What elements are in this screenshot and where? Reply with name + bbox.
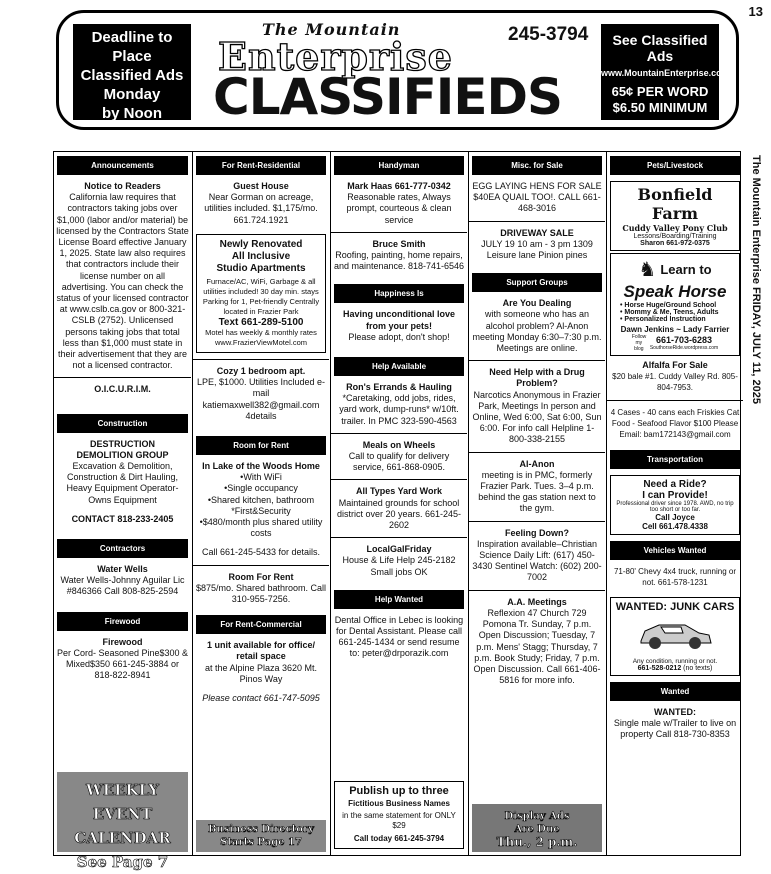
ad-body: Single male w/Trailer to live on property Call 818-730-8353 (613, 717, 737, 740)
section-header: Help Wanted (334, 590, 464, 609)
ad-body: $20 bale #1. Cuddy Valley Rd. 805-804-7953. (612, 372, 738, 393)
ad-body: LPE, $1000. Utilities Included e-mail katiemaxwell382@gmail.com 4details (196, 377, 326, 421)
ad-body: $875/mo. Shared bathroom. Call 310-955-7256. (195, 582, 327, 605)
ad-title: Meals on Wheels (362, 439, 436, 450)
section-header: Transportation (610, 450, 740, 469)
business-directory-banner[interactable]: Business Directory Starts Page 17 (196, 820, 326, 852)
column-4 (468, 152, 605, 855)
ad-contact: Call 661-245-5433 for details. (201, 547, 321, 558)
masthead-phone: 245-3794 (508, 24, 589, 45)
ad-title: Firewood (102, 636, 143, 647)
ad-body: Near Gorman on acreage, utilities included. $1,175/mo. 661.724.1921 (204, 192, 318, 225)
ad-body: Please adopt, don't shop! (348, 331, 450, 342)
ad-title: Having unconditional love from your pets! (342, 309, 455, 331)
rates-box (601, 24, 730, 120)
ad-title: Alfalfa For Sale (642, 360, 708, 370)
studio-apartments-ad: Newly Renovated All Inclusive Studio Apartments Furnace/AC, WiFi, Garbage & all utilities included! 30 day min. stays Parking for 1, Pet-friendly Centrally located in Frazier Park Text 661-289-5100 Motel has weekly & monthly rates www.FrazierViewMotel.com (196, 234, 326, 353)
ad-body: JULY 19 10 am - 3 pm 1309 Leisure lane Pinion pines (481, 238, 593, 261)
section-header: Announcements (57, 156, 188, 175)
ad-body: *Caretaking, odd jobs, rides, yard work, dump-runs* w/10ft. trailer. In PMC 323-590-4563 (339, 393, 459, 426)
ad-body: at the Alpine Plaza 3620 Mt. Pinos Way (204, 662, 318, 684)
section-header: Wanted (610, 682, 740, 701)
ad-contact: Please contact 661-747-5095 (202, 693, 320, 704)
ad-title: LocalGalFriday (366, 544, 432, 555)
ad-title: Notice to Readers (84, 181, 161, 191)
ad-body: Roofing, painting, home repairs, and maintenance. 818-741-6546 (333, 250, 465, 272)
section-header: Pets/Livestock (610, 156, 740, 175)
section-header: Happiness Is (334, 284, 464, 303)
deadline-line: by Noon (102, 105, 162, 122)
ad-title: O.I.C.U.R.I.M. (94, 384, 151, 395)
deadline-box (73, 24, 191, 120)
masthead-enterprise: Enterprise (218, 34, 453, 79)
column-5 (606, 152, 743, 855)
ad-title: Need Help with a Drug Problem? (489, 367, 585, 389)
section-header: Contractors (57, 539, 188, 558)
ad-contact: CONTACT 818-233-2405 (71, 513, 174, 524)
column-2: For Rent-Residential Guest House Near Gorman on acreage, utilities included. $1,175/mo. 661.724.1921 Newly Renovated All Inclusive Studio Apartments Furnace/AC, WiFi, Garbage & all utilities included! 30 day min. stays Parking for 1, Pet-friendly Centrally located in Frazier Park Text 661-289-5100 Motel has weekly & monthly rates www.FrazierViewMotel.com Cozy 1 bedroom apt. LPE, $1000. Utilities Included e-mail katiemaxwell382@gmail.com 4details Room for Rent In Lake of the Woods Home •With WiFi •Single occupancy •Shared kitchen, bathroom *First&Security •$480/month plus shared utility costs Call 661-245-5433 for details. Room For Rent $875/mo. Shared bathroom. Call 310-955-7256. For Rent-Commercial 1 unit available for office/ retail space at the Alpine Plaza 3620 Mt. Pinos Way Please contact 661-747-5095 Business Directory Starts Page 17 (192, 152, 329, 855)
ad-title: 1 unit available for office/ retail space (206, 640, 316, 662)
ad-title: Feeling Down? (505, 527, 569, 538)
section-header: For Rent-Residential (196, 156, 326, 175)
section-header: Room for Rent (196, 436, 326, 455)
page-number: 13 (748, 4, 763, 19)
ad-title: Guest House (233, 181, 289, 191)
ad-title: Are You Dealing (502, 298, 572, 309)
ad-body: 71-80' Chevy 4x4 truck, running or not. 661-578-1231 (613, 567, 737, 588)
classifieds-grid (53, 151, 741, 871)
rate-per-word: 65¢ PER WORD (611, 84, 709, 99)
fictitious-business-ad: Publish up to three Fictitious Business Names in the same statement for ONLY $29 Call today 661-245-3794 (334, 781, 464, 849)
section-header: Support Groups (472, 273, 602, 292)
car-icon (635, 615, 715, 651)
ad-body: House & Life Help 245-2182 Small jobs OK (342, 555, 456, 577)
ad-body: Reflexion 47 Church 729 Pomona Tr. Sunday, 7 p.m. Open Discussion; Tuesday, 7 p.m. Mens' Stagg; Thursday, 7 p.m. Book Study; Friday, 7 p.m. Open Discussion. Call 661-406-5816 for more info. (473, 607, 601, 686)
ad-title: Mark Haas 661-777-0342 (347, 181, 451, 191)
bonfield-farm-ad: Bonfield Farm Cuddy Valley Pony Club Lessons/Boarding/Training Sharon 661-972-0375 (610, 181, 740, 251)
deadline-line: Deadline to Place (91, 29, 173, 65)
ad-body: Dental Office in Lebec is looking for Dental Assistant. Please call 661-245-1434 or send resume to: peter@drporazik.com (334, 614, 464, 659)
ad-body: Water Wells-Johnny Aguilar Lic #846366 Call 808-825-2594 (60, 575, 185, 597)
section-header: Help Available (334, 357, 464, 376)
ad-title: Al-Anon (519, 458, 555, 469)
ad-body: meeting is in PMC, formerly Frazier Park. Tues. 3–4 p.m. behind the gas station next to the gym. (478, 469, 596, 514)
ad-title: All Types Yard Work (355, 486, 443, 497)
ad-body: Reasonable rates, Always prompt, courteous & clean service (346, 192, 452, 225)
display-ads-banner[interactable]: Display Ads Are Due Thu., 2 p.m. (472, 804, 602, 852)
ad-body: California law requires that contractors taking jobs over $1,000 (labor and/or material) be licensed by the Contractors State License Board effective January 1, 2025. State law also requires that contractors include their license number on all advertising. You can check the status of your licensed contractor at www.cslb.ca.gov or 800-321-CSLB (2752). Unlicensed persons taking jobs that total less than $1,000 must state in their advertisement that they are not a licensed contractor. (56, 192, 189, 371)
ad-title: DEMOLITION GROUP (76, 449, 169, 460)
section-header: Misc. for Sale (472, 156, 602, 175)
section-header: Handyman (334, 156, 464, 175)
section-header: Construction (57, 414, 188, 433)
website-link[interactable]: www.MountainEnterprise.com (601, 68, 730, 78)
horse-icon: ♞ (638, 259, 657, 281)
ad-body: Call to qualify for delivery service, 661-868-0905. (348, 451, 450, 473)
vertical-dateline: The Mountain Enterprise FRIDAY, JULY 11, 2025 (750, 155, 762, 405)
ad-title: DESTRUCTION (90, 438, 155, 449)
ad-body: Excavation & Demolition, Construction & Dirt Hauling, Heavy Equipment Operator-Owns Equipment (66, 461, 179, 505)
weekly-event-banner[interactable]: WEEKLY EVENT CALENDAR See Page 7 (57, 772, 188, 852)
deadline-line: Classified Ads (80, 67, 184, 84)
ad-title: DRIVEWAY SALE (500, 227, 574, 238)
ad-title: Room For Rent (228, 571, 294, 582)
ad-title: Water Wells (97, 564, 148, 575)
junk-cars-ad: WANTED: JUNK CARS Any condition, running or not. 661-528-0212 (no texts) (610, 597, 740, 676)
ad-title: Bruce Smith (372, 238, 426, 249)
section-header: Firewood (57, 612, 188, 631)
section-header: Vehicles Wanted (610, 541, 740, 560)
ride-ad: Need a Ride? I can Provide! Professional driver since 1978. AWD, no trip too short or too far. Call Joyce Cell 661.478.4338 (610, 475, 740, 535)
speak-horse-ad: ♞ Learn to Speak Horse • Horse Huge/Ground School • Mommy & Me, Teens, Adults • Personalized Instruction Dawn Jenkins ~ Lady Farrier Follow my blog 661-703-6283 SouthorseRide.wordpress.com (610, 253, 740, 356)
ad-title: A.A. Meetings (507, 596, 567, 607)
ad-title: Ron's Errands & Hauling (346, 382, 452, 393)
rate-minimum: $6.50 MINIMUM (612, 100, 708, 115)
deadline-line: Monday (103, 86, 161, 103)
masthead-classifieds: CLASSIFIEDS (213, 68, 563, 126)
ad-body: with someone who has an alcohol problem? Al-Anon meeting Monday 6:30–7:30 p.m. Meetings are online. (472, 309, 602, 354)
ad-body: Narcotics Anonymous in Frazier Park, Meetings In person and Online, Wed 6:00, Sat 6:00, Sun 6:00. For info call Helpline 1-800-338-2155 (472, 389, 602, 445)
ad-title: In Lake of the Woods Home (202, 461, 320, 472)
ad-body: 4 Cases - 40 cans each Friskies Cat Food - Seafood Flavor $100 Please Email: bam172143@gmail.com (610, 407, 740, 440)
masthead-the-mountain: The Mountain (262, 20, 401, 39)
column-1 (54, 152, 191, 871)
section-header: For Rent-Commercial (196, 615, 326, 634)
ad-body: Per Cord- Seasoned Pine$300 & Mixed$350 661-245-3884 or 818-822-8941 (56, 647, 189, 681)
ad-title: Cozy 1 bedroom apt. (216, 366, 306, 377)
column-3 (330, 152, 467, 855)
ad-body: Maintained grounds for school district over 20 years. 661-245-2602 (336, 497, 462, 531)
see-ads-label: See Classified Ads (612, 32, 708, 64)
ad-body: EGG LAYING HENS FOR SALE $40EA QUAIL TOO!. CALL 661-468-3016 (472, 181, 602, 214)
ad-body: Inspiration available–Christian Science Daily Lift: (617) 450-3430 Sentinel Watch: (602) 200-7002 (472, 538, 602, 583)
ad-title: WANTED: (654, 706, 696, 717)
